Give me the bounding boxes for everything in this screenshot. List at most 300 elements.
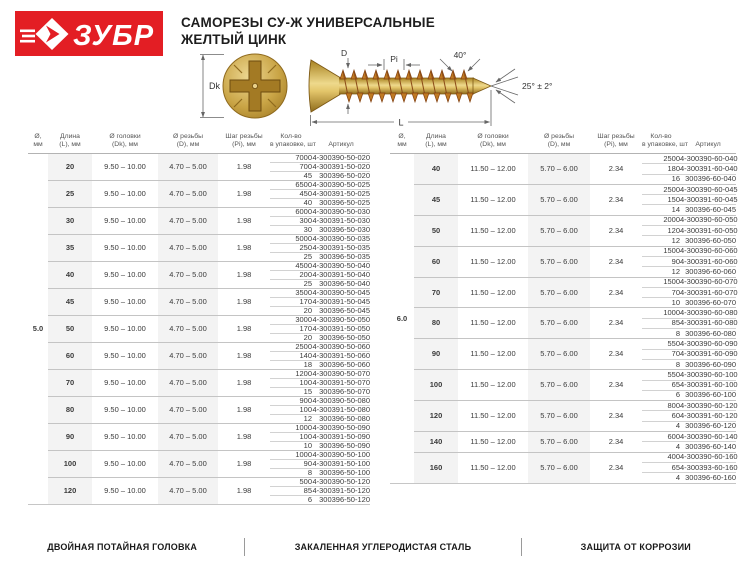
sku-cell: 4-300391-50-080 <box>312 405 370 414</box>
column-header <box>28 130 48 154</box>
sku-cell: 4-300391-50-060 <box>312 351 370 360</box>
sku-cell: 4-300390-50-025 <box>312 180 370 189</box>
column-header-line1: Длина <box>426 133 446 140</box>
head-diameter-cell: 9.50 – 10.00 <box>92 235 158 262</box>
l-label: L <box>398 117 404 128</box>
column-header-line1: Кол-во <box>650 133 672 140</box>
length-cell: 60 <box>48 343 92 370</box>
pack-qty-cell: 1000 <box>270 451 312 460</box>
pack-qty-cell: 100 <box>270 379 312 388</box>
table-row <box>390 370 736 380</box>
pack-qty-cell: 400 <box>642 452 680 462</box>
pack-qty-cell: 6 <box>270 496 312 505</box>
pack-qty-cell: 4 <box>642 473 680 483</box>
thread-diameter-cell: 5.70 – 6.00 <box>528 154 590 185</box>
pack-qty-cell: 12 <box>270 415 312 424</box>
thread-pitch-cell: 2.34 <box>590 277 642 308</box>
thread-diameter-cell: 4.70 – 5.00 <box>158 424 218 451</box>
pack-qty-cell: 450 <box>270 190 312 199</box>
pack-qty-cell: 20 <box>270 307 312 316</box>
sku-cell: 4-300391-50-035 <box>312 243 370 252</box>
pack-qty-cell: 2500 <box>642 184 680 194</box>
length-cell: 100 <box>48 451 92 478</box>
pack-qty-cell: 6 <box>642 390 680 400</box>
column-header <box>642 130 688 154</box>
sku-cell: 4-300391-50-040 <box>312 270 370 279</box>
sku-cell: 300396-50-040 <box>312 280 370 289</box>
thread-diameter-cell: 4.70 – 5.00 <box>158 397 218 424</box>
sku-cell: 4-300391-50-045 <box>312 297 370 306</box>
sku-cell: 300396-60-120 <box>680 421 736 431</box>
sku-cell: 4-300390-50-045 <box>312 288 370 297</box>
thread-pitch-cell: 2.34 <box>590 246 642 277</box>
thread-pitch-cell: 1.98 <box>218 181 270 208</box>
sku-cell: 4-300390-50-080 <box>312 396 370 405</box>
pack-qty-cell: 65 <box>642 380 680 390</box>
pack-qty-cell: 700 <box>270 163 312 172</box>
tip-angle-dimension <box>440 59 480 71</box>
diameter-cell: 6.0 <box>396 313 408 323</box>
thread-pitch-cell: 1.98 <box>218 316 270 343</box>
pack-qty-cell: 60 <box>642 411 680 421</box>
sku-cell: 300396-60-140 <box>680 442 736 452</box>
point-angle-label: 25° ± 2° <box>522 81 553 91</box>
table-row <box>390 308 736 318</box>
feature-hardened-carbon-steel: ЗАКАЛЕННАЯ УГЛЕРОДИСТАЯ СТАЛЬ <box>294 542 472 552</box>
sku-cell: 4-300390-60-090 <box>680 338 738 348</box>
sku-cell: 4-300391-60-080 <box>680 318 738 328</box>
column-header <box>270 130 316 154</box>
column-header-line1: Артикул <box>695 141 721 148</box>
length-cell: 30 <box>48 208 92 235</box>
length-cell: 100 <box>414 370 458 401</box>
sku-cell: 4-300391-50-050 <box>312 324 370 333</box>
thread-diameter-cell: 4.70 – 5.00 <box>158 478 218 505</box>
thread-diameter-cell: 5.70 – 6.00 <box>528 246 590 277</box>
pack-qty-cell: 10 <box>642 298 680 308</box>
thread-diameter-cell: 5.70 – 6.00 <box>528 184 590 215</box>
pack-qty-cell: 1200 <box>270 370 312 379</box>
sku-cell: 4-300391-50-120 <box>312 486 370 495</box>
thread-pitch-cell: 1.98 <box>218 289 270 316</box>
table-row <box>390 432 736 442</box>
thread-diameter-cell: 5.70 – 6.00 <box>528 452 590 483</box>
column-header <box>680 130 736 154</box>
sku-cell: 300396-50-035 <box>312 253 370 262</box>
sku-cell: 4-300390-60-070 <box>680 277 738 287</box>
sku-cell: 4-300390-50-060 <box>312 342 370 351</box>
sku-cell: 4-300390-50-090 <box>312 423 370 432</box>
head-diameter-cell: 9.50 – 10.00 <box>104 162 146 171</box>
length-cell: 120 <box>414 401 458 432</box>
pack-qty-cell: 100 <box>270 433 312 442</box>
column-header-line2: (Pi), мм <box>232 141 256 148</box>
thread-diameter-cell: 4.70 – 5.00 <box>158 451 218 478</box>
thread-pitch-cell: 2.34 <box>590 215 642 246</box>
thread-pitch-cell: 1.98 <box>218 451 270 478</box>
thread-diameter-cell: 4.70 – 5.00 <box>158 181 218 208</box>
pack-qty-cell: 8 <box>642 359 680 369</box>
head-diameter-cell: 9.50 – 10.00 <box>92 397 158 424</box>
thread-pitch-cell: 2.34 <box>590 452 642 483</box>
sku-cell: 300396-50-070 <box>312 388 370 397</box>
length-cell: 60 <box>414 246 458 277</box>
sku-cell: 300396-60-045 <box>680 205 736 215</box>
pack-qty-cell: 170 <box>270 325 312 334</box>
pack-qty-cell: 70 <box>642 287 680 297</box>
head-diameter-cell: 11.50 – 12.00 <box>458 246 528 277</box>
sku-cell: 4-300390-50-020 <box>312 153 370 162</box>
length-cell: 140 <box>414 432 458 453</box>
pack-qty-cell: 1000 <box>270 424 312 433</box>
sku-cell: 4-300391-50-070 <box>312 378 370 387</box>
pack-qty-cell: 250 <box>270 244 312 253</box>
feature-strip <box>0 534 750 560</box>
pack-qty-cell: 25 <box>270 253 312 262</box>
thread-diameter-cell: 4.70 – 5.00 <box>158 316 218 343</box>
sku-cell: 300396-60-100 <box>680 390 736 400</box>
zubr-arrow-icon <box>20 18 69 50</box>
product-title-line1: САМОРЕЗЫ СУ-Ж УНИВЕРСАЛЬНЫЕ <box>181 15 435 30</box>
thread-diameter-cell: 4.70 – 5.00 <box>158 289 218 316</box>
column-header-line1: Длина <box>60 133 80 140</box>
head-diameter-cell: 9.50 – 10.00 <box>92 316 158 343</box>
feature-double-countersunk-head: ДВОЙНАЯ ПОТАЙНАЯ ГОЛОВКА <box>47 542 198 552</box>
pack-qty-cell: 2500 <box>663 153 680 163</box>
head-diameter-cell: 9.50 – 10.00 <box>92 478 158 505</box>
pack-qty-cell: 5000 <box>270 235 312 244</box>
pack-qty-cell: 800 <box>642 401 680 411</box>
column-header-line2: (D), мм <box>176 141 200 148</box>
pack-qty-cell: 6000 <box>270 208 312 217</box>
pack-qty-cell: 8 <box>270 469 312 478</box>
length-cell: 90 <box>48 424 92 451</box>
head-diameter-cell: 9.50 – 10.00 <box>92 289 158 316</box>
sku-cell: 4-300393-60-160 <box>680 462 738 472</box>
head-diameter-cell: 11.50 – 12.00 <box>458 215 528 246</box>
pack-qty-cell: 3500 <box>270 289 312 298</box>
table-row <box>390 277 736 287</box>
thread-diameter-cell: 4.70 – 5.00 <box>158 235 218 262</box>
pack-qty-cell: 3000 <box>270 316 312 325</box>
column-header <box>218 130 270 154</box>
pack-qty-cell: 1500 <box>642 246 680 256</box>
thread-pitch-cell: 1.98 <box>218 262 270 289</box>
sku-cell: 300396-60-050 <box>680 236 736 246</box>
thread-diameter-cell: 4.70 – 5.00 <box>158 262 218 289</box>
pack-qty-cell: 900 <box>270 397 312 406</box>
pack-qty-cell: 12 <box>642 267 680 277</box>
column-header-line2: мм <box>397 141 407 148</box>
pack-qty-cell: 20 <box>270 334 312 343</box>
pack-qty-cell: 90 <box>270 460 312 469</box>
thread-pitch-cell: 1.98 <box>218 370 270 397</box>
pack-qty-cell: 7000 <box>295 153 312 162</box>
length-cell: 35 <box>48 235 92 262</box>
sku-cell: 4-300391-60-040 <box>680 163 738 173</box>
thread-pitch-cell: 1.98 <box>218 397 270 424</box>
thread-diameter-cell: 5.70 – 6.00 <box>528 370 590 401</box>
thread-pitch-cell: 1.98 <box>218 343 270 370</box>
column-header-line1: Ø резьбы <box>172 133 204 140</box>
pack-qty-cell: 150 <box>642 195 680 205</box>
sku-cell: 4-300391-60-060 <box>680 256 738 266</box>
head-diameter-cell: 9.50 – 10.00 <box>92 343 158 370</box>
sku-cell: 300396-60-060 <box>680 267 736 277</box>
pack-qty-cell: 45 <box>270 172 312 181</box>
sku-cell: 4-300390-50-100 <box>312 450 370 459</box>
pack-qty-cell: 170 <box>270 298 312 307</box>
pack-qty-cell: 25 <box>270 280 312 289</box>
head-diameter-cell: 11.50 – 12.00 <box>458 277 528 308</box>
pack-qty-cell: 2000 <box>642 215 680 225</box>
table-row <box>390 215 736 225</box>
point-angle-dimension <box>491 69 518 103</box>
head-diameter-cell: 11.50 – 12.00 <box>458 370 528 401</box>
length-cell: 160 <box>414 452 458 483</box>
head-diameter-cell: 11.50 – 12.00 <box>470 163 516 173</box>
thread-pitch-cell: 2.34 <box>590 432 642 453</box>
d-label: D <box>341 48 348 58</box>
pack-qty-cell: 180 <box>642 164 680 174</box>
pack-qty-cell: 85 <box>642 318 680 328</box>
sku-cell: 300396-60-040 <box>680 174 736 184</box>
pack-qty-cell: 6500 <box>270 181 312 190</box>
thread-diameter-cell: 5.70 – 6.00 <box>528 308 590 339</box>
sku-cell: 4-300390-50-030 <box>312 207 370 216</box>
length-cell: 20 <box>48 154 92 181</box>
column-header-line2: мм <box>33 141 43 148</box>
screw-side-view <box>309 60 491 112</box>
sku-cell: 4-300391-60-090 <box>680 349 738 359</box>
pack-qty-cell: 600 <box>642 432 680 442</box>
pack-qty-cell: 40 <box>270 199 312 208</box>
head-diameter-cell: 11.50 – 12.00 <box>458 401 528 432</box>
screw-head-view <box>223 54 287 118</box>
pack-qty-cell: 4 <box>642 421 680 431</box>
diameter-cell: 5.0 <box>32 324 44 333</box>
spec-table-wrapper-d60 <box>390 130 736 484</box>
pack-qty-cell: 70 <box>642 349 680 359</box>
pack-qty-cell: 2500 <box>270 343 312 352</box>
table-row <box>390 452 736 462</box>
thread-diameter-cell: 4.70 – 5.00 <box>158 208 218 235</box>
column-header <box>590 130 642 154</box>
column-header-line1: Ø головки <box>477 133 509 140</box>
spec-table-wrapper-d50 <box>28 130 370 505</box>
head-diameter-cell: 9.50 – 10.00 <box>92 181 158 208</box>
head-diameter-cell: 9.50 – 10.00 <box>92 208 158 235</box>
length-cell: 45 <box>414 184 458 215</box>
thread-pitch-cell: 2.34 <box>590 308 642 339</box>
column-header-line2: (Dk), мм <box>480 141 506 148</box>
column-header <box>390 130 414 154</box>
length-cell: 40 <box>414 154 458 185</box>
sku-cell: 300396-60-080 <box>680 329 736 339</box>
column-header <box>312 130 370 154</box>
length-cell: 50 <box>48 316 92 343</box>
sku-cell: 300396-50-030 <box>312 226 370 235</box>
zubr-logo <box>15 11 163 56</box>
sku-cell: 4-300390-50-120 <box>312 477 370 486</box>
pack-qty-cell: 140 <box>270 352 312 361</box>
pack-qty-cell: 10 <box>270 442 312 451</box>
sku-cell: 4-300391-60-070 <box>680 287 738 297</box>
thread-pitch-cell: 2.34 <box>608 163 624 173</box>
sku-cell: 4-300390-50-040 <box>312 261 370 270</box>
thread-pitch-cell: 2.34 <box>590 401 642 432</box>
pack-qty-cell: 4500 <box>270 262 312 271</box>
column-header-line2: (L), мм <box>59 141 81 148</box>
head-diameter-cell: 11.50 – 12.00 <box>458 339 528 370</box>
pack-qty-cell: 100 <box>270 406 312 415</box>
pack-qty-cell: 8 <box>642 329 680 339</box>
column-header-line2: (D), мм <box>547 141 571 148</box>
length-cell: 50 <box>414 215 458 246</box>
column-header-line1: Ø, <box>34 133 42 140</box>
column-header-line1: Ø резьбы <box>543 133 575 140</box>
thread-diameter-cell: 5.70 – 6.00 <box>528 339 590 370</box>
sku-cell: 4-300390-50-035 <box>312 234 370 243</box>
length-cell: 80 <box>414 308 458 339</box>
thread-pitch-cell: 1.98 <box>236 162 252 171</box>
thread-diameter-cell: 5.70 – 6.00 <box>528 432 590 453</box>
pack-qty-cell: 65 <box>642 462 680 472</box>
head-diameter-cell: 11.50 – 12.00 <box>458 432 528 453</box>
head-diameter-cell: 11.50 – 12.00 <box>458 184 528 215</box>
thread-pitch-cell: 1.98 <box>218 235 270 262</box>
sku-cell: 4-300391-50-020 <box>312 162 370 171</box>
thread-pitch-cell: 1.98 <box>218 208 270 235</box>
feature-corrosion-protection: ЗАЩИТА ОТ КОРРОЗИИ <box>580 542 691 552</box>
pack-qty-cell: 14 <box>642 205 680 215</box>
tip-angle-label: 40° <box>453 50 467 60</box>
thread-diameter-cell: 5.70 – 6.00 <box>528 215 590 246</box>
sku-cell: 4-300390-60-045 <box>680 184 738 194</box>
thread-pitch-cell: 2.34 <box>590 370 642 401</box>
pack-qty-cell: 18 <box>270 361 312 370</box>
pack-qty-cell: 85 <box>270 487 312 496</box>
thread-diameter-cell: 4.70 – 5.00 <box>158 154 218 181</box>
sku-cell: 300396-50-045 <box>312 307 370 316</box>
sku-cell: 4-300391-50-090 <box>312 432 370 441</box>
sku-cell: 4-300390-60-140 <box>680 431 738 441</box>
spec-table-d50 <box>28 130 370 504</box>
table-row <box>390 246 736 256</box>
column-header-line2: (L), мм <box>425 141 447 148</box>
length-cell: 45 <box>48 289 92 316</box>
length-cell: 25 <box>48 181 92 208</box>
pack-qty-cell: 200 <box>270 271 312 280</box>
thread-pitch-cell: 2.34 <box>590 339 642 370</box>
pack-qty-cell: 16 <box>642 174 680 184</box>
head-diameter-cell: 9.50 – 10.00 <box>92 451 158 478</box>
table-row <box>390 339 736 349</box>
head-diameter-cell: 9.50 – 10.00 <box>92 262 158 289</box>
pack-qty-cell: 4 <box>642 442 680 452</box>
sku-cell: 300396-50-020 <box>312 172 370 181</box>
pack-qty-cell: 12 <box>642 236 680 246</box>
pack-qty-cell: 120 <box>642 226 680 236</box>
column-header-line1: Кол-во <box>280 133 302 140</box>
thread-pitch-cell: 2.34 <box>590 184 642 215</box>
length-cell: 80 <box>48 397 92 424</box>
length-cell: 40 <box>48 262 92 289</box>
sku-cell: 300396-50-050 <box>312 334 370 343</box>
zubr-logo-text: ЗУБР <box>73 20 155 52</box>
thread-diameter-cell: 5.70 – 6.00 <box>528 401 590 432</box>
sku-cell: 4-300390-60-160 <box>680 452 738 462</box>
column-header <box>458 130 528 154</box>
column-header-line2: в упаковке, шт <box>270 141 316 148</box>
thread-diameter-cell: 4.70 – 5.00 <box>158 343 218 370</box>
length-cell: 70 <box>48 370 92 397</box>
column-header-line1: Шаг резьбы <box>225 133 263 140</box>
sku-cell: 4-300390-60-100 <box>680 369 738 379</box>
sku-cell: 4-300391-60-100 <box>680 380 738 390</box>
thread-pitch-cell: 1.98 <box>218 424 270 451</box>
pack-qty-cell: 1000 <box>642 308 680 318</box>
sku-cell: 4-300391-60-050 <box>680 225 738 235</box>
thread-pitch-cell: 1.98 <box>218 478 270 505</box>
sku-cell: 4-300390-60-060 <box>680 246 738 256</box>
pack-qty-cell: 550 <box>642 339 680 349</box>
column-header-line2: (Pi), мм <box>604 141 628 148</box>
pack-qty-cell: 550 <box>642 370 680 380</box>
column-header-line1: Шаг резьбы <box>597 133 635 140</box>
sku-cell: 4-300391-60-045 <box>680 194 738 204</box>
pack-qty-cell: 500 <box>270 478 312 487</box>
column-header <box>48 130 92 154</box>
column-header <box>92 130 158 154</box>
sku-cell: 4-300390-60-040 <box>680 153 738 163</box>
head-diameter-cell: 11.50 – 12.00 <box>458 308 528 339</box>
pack-qty-cell: 300 <box>270 217 312 226</box>
length-cell: 70 <box>414 277 458 308</box>
sku-cell: 300396-50-090 <box>312 442 370 451</box>
column-header <box>528 130 590 154</box>
column-header-line2: (Dk), мм <box>112 141 138 148</box>
product-title <box>181 14 435 48</box>
column-header <box>414 130 458 154</box>
product-title-line2: ЖЕЛТЫЙ ЦИНК <box>181 32 287 47</box>
table-row <box>390 401 736 411</box>
head-diameter-cell: 9.50 – 10.00 <box>92 424 158 451</box>
zubr-logo-graphic <box>15 11 163 56</box>
pack-qty-cell: 30 <box>270 226 312 235</box>
table-row <box>390 154 736 164</box>
column-header-line1: Ø головки <box>109 133 141 140</box>
pack-qty-cell: 90 <box>642 256 680 266</box>
sku-cell: 300396-50-100 <box>312 469 370 478</box>
sku-cell: 4-300390-50-070 <box>312 369 370 378</box>
column-header <box>158 130 218 154</box>
head-diameter-cell: 11.50 – 12.00 <box>458 452 528 483</box>
sku-cell: 4-300391-50-100 <box>312 459 370 468</box>
column-header-line1: Ø, <box>398 133 406 140</box>
screw-technical-drawing <box>188 46 566 134</box>
pi-label: Pi <box>390 54 398 64</box>
sku-cell: 4-300390-60-080 <box>680 308 738 318</box>
sku-cell: 300396-50-025 <box>312 199 370 208</box>
sku-cell: 4-300390-60-120 <box>680 400 738 410</box>
sku-cell: 300396-50-080 <box>312 415 370 424</box>
dk-label: Dk <box>209 81 220 91</box>
sku-cell: 4-300391-60-120 <box>680 411 738 421</box>
table-row <box>390 184 736 194</box>
sku-cell: 300396-50-060 <box>312 361 370 370</box>
sku-cell: 300396-60-090 <box>680 359 736 369</box>
